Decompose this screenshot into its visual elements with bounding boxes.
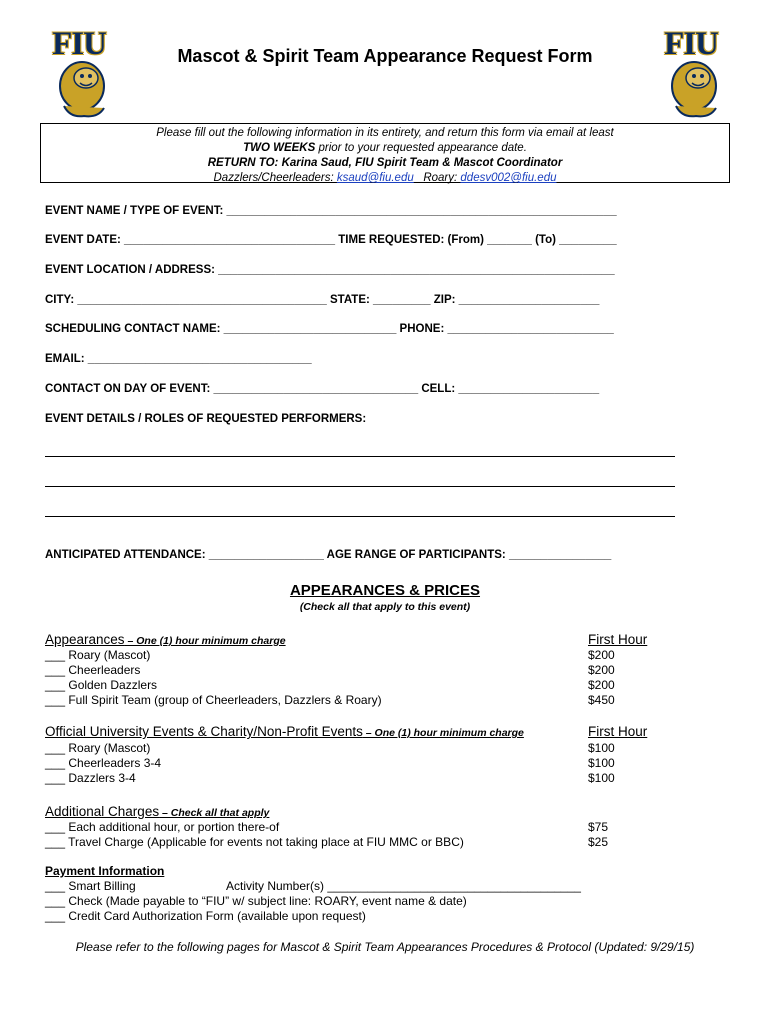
additional-price: $75 bbox=[588, 820, 609, 834]
event-details-line-3[interactable] bbox=[45, 516, 675, 517]
check-option[interactable]: ___ Check (Made payable to “FIU” w/ subject line: ROARY, event name & date) bbox=[45, 894, 467, 908]
appearances-heading-text: Appearances bbox=[45, 632, 125, 647]
additional-charges-heading-text: Additional Charges bbox=[45, 804, 160, 819]
official-item[interactable]: ___ Dazzlers 3-4 bbox=[45, 771, 136, 785]
roary-label: Roary: bbox=[413, 172, 461, 184]
official-price: $100 bbox=[588, 756, 615, 770]
day-of-event-contact-field[interactable]: CONTACT ON DAY OF EVENT: ________________________________ CELL: ______________________ bbox=[45, 383, 600, 395]
event-details-line-2[interactable] bbox=[45, 486, 675, 487]
official-price: $100 bbox=[588, 771, 615, 785]
payment-heading: Payment Information bbox=[45, 864, 165, 878]
fiu-logo-text: FIU bbox=[664, 26, 718, 62]
official-events-note: – One (1) hour minimum charge bbox=[362, 727, 524, 739]
additional-price: $25 bbox=[588, 835, 609, 849]
instructions-line-2 bbox=[41, 141, 729, 156]
instructions-line-1: Please fill out the following information in its entirety, and return this form via email at least bbox=[156, 127, 614, 139]
appearance-price: $200 bbox=[588, 663, 615, 677]
fiu-logo-text: FIU bbox=[52, 26, 106, 62]
form-title: Mascot & Spirit Team Appearance Request Form bbox=[177, 46, 593, 66]
event-details-label: EVENT DETAILS / ROLES OF REQUESTED PERFORMERS: bbox=[45, 413, 367, 425]
appearances-heading bbox=[45, 632, 286, 647]
fiu-logo-left bbox=[44, 26, 114, 120]
smart-billing-option[interactable]: ___ Smart Billing bbox=[45, 879, 136, 893]
event-details-line-1[interactable] bbox=[45, 456, 675, 457]
appearance-item[interactable]: ___ Golden Dazzlers bbox=[45, 678, 158, 692]
email-field[interactable]: EMAIL: ___________________________________ bbox=[45, 353, 312, 365]
additional-charges-note: – Check all that apply bbox=[159, 807, 270, 819]
appearances-prices-subtitle: (Check all that apply to this event) bbox=[299, 601, 471, 613]
official-price: $100 bbox=[588, 741, 615, 755]
event-name-field[interactable]: EVENT NAME / TYPE OF EVENT: _____________________________________________________________ bbox=[45, 205, 617, 217]
attendance-age-field[interactable]: ANTICIPATED ATTENDANCE: __________________ AGE RANGE OF PARTICIPANTS: ________________ bbox=[45, 549, 612, 561]
appearance-price: $200 bbox=[588, 678, 615, 692]
activity-number-field[interactable]: Activity Number(s) ______________________________________ bbox=[226, 879, 581, 893]
official-price-heading: First Hour bbox=[588, 724, 648, 739]
email-link-ddesv[interactable]: ddesv002@fiu.edu bbox=[460, 172, 557, 184]
additional-item[interactable]: ___ Each additional hour, or portion there-of bbox=[45, 820, 280, 834]
contact-emails-line bbox=[41, 171, 729, 186]
two-weeks-text: TWO WEEKS bbox=[243, 142, 316, 154]
city-state-zip-field[interactable]: CITY: _______________________________________ STATE: _________ ZIP: ______________________ bbox=[45, 294, 600, 306]
appearance-price: $450 bbox=[588, 693, 615, 707]
official-item[interactable]: ___ Roary (Mascot) bbox=[45, 741, 151, 755]
appearance-item[interactable]: ___ Cheerleaders bbox=[45, 663, 141, 677]
additional-item[interactable]: ___ Travel Charge (Applicable for events not taking place at FIU MMC or BBC) bbox=[45, 835, 464, 849]
email-link-ksaud[interactable]: ksaud@fiu.edu bbox=[336, 172, 414, 184]
appearance-item[interactable]: ___ Roary (Mascot) bbox=[45, 648, 151, 662]
return-to-line: RETURN TO: Karina Saud, FIU Spirit Team & Mascot Coordinator bbox=[207, 157, 563, 169]
footer-note: Please refer to the following pages for Mascot & Spirit Team Appearances Procedures & Protocol (Updated: 9/29/15) bbox=[75, 940, 695, 954]
appearances-note: – One (1) hour minimum charge bbox=[124, 635, 286, 647]
additional-charges-heading bbox=[45, 804, 269, 819]
official-events-heading bbox=[45, 724, 524, 739]
appearances-prices-title: APPEARANCES & PRICES bbox=[289, 582, 481, 599]
appearance-item[interactable]: ___ Full Spirit Team (group of Cheerleaders, Dazzlers & Roary) bbox=[45, 693, 382, 707]
dazzlers-label: Dazzlers/Cheerleaders: bbox=[213, 172, 337, 184]
panther-mascot-icon bbox=[44, 26, 114, 120]
appearance-price: $200 bbox=[588, 648, 615, 662]
fiu-logo-right bbox=[656, 26, 726, 120]
instructions-line-2-rest: prior to your requested appearance date. bbox=[315, 142, 527, 154]
event-date-field[interactable]: EVENT DATE: _________________________________ TIME REQUESTED: (From) _______ (To) _________ bbox=[45, 234, 617, 246]
official-events-heading-text: Official University Events & Charity/Non-Profit Events bbox=[45, 724, 363, 739]
instructions-box bbox=[40, 123, 730, 183]
official-item[interactable]: ___ Cheerleaders 3-4 bbox=[45, 756, 162, 770]
panther-mascot-icon bbox=[656, 26, 726, 120]
event-location-field[interactable]: EVENT LOCATION / ADDRESS: ______________________________________________________________ bbox=[45, 264, 615, 276]
scheduling-contact-field[interactable]: SCHEDULING CONTACT NAME: ___________________________ PHONE: __________________________ bbox=[45, 323, 614, 335]
credit-card-option[interactable]: ___ Credit Card Authorization Form (available upon request) bbox=[45, 909, 366, 923]
appearances-price-heading: First Hour bbox=[588, 632, 648, 647]
